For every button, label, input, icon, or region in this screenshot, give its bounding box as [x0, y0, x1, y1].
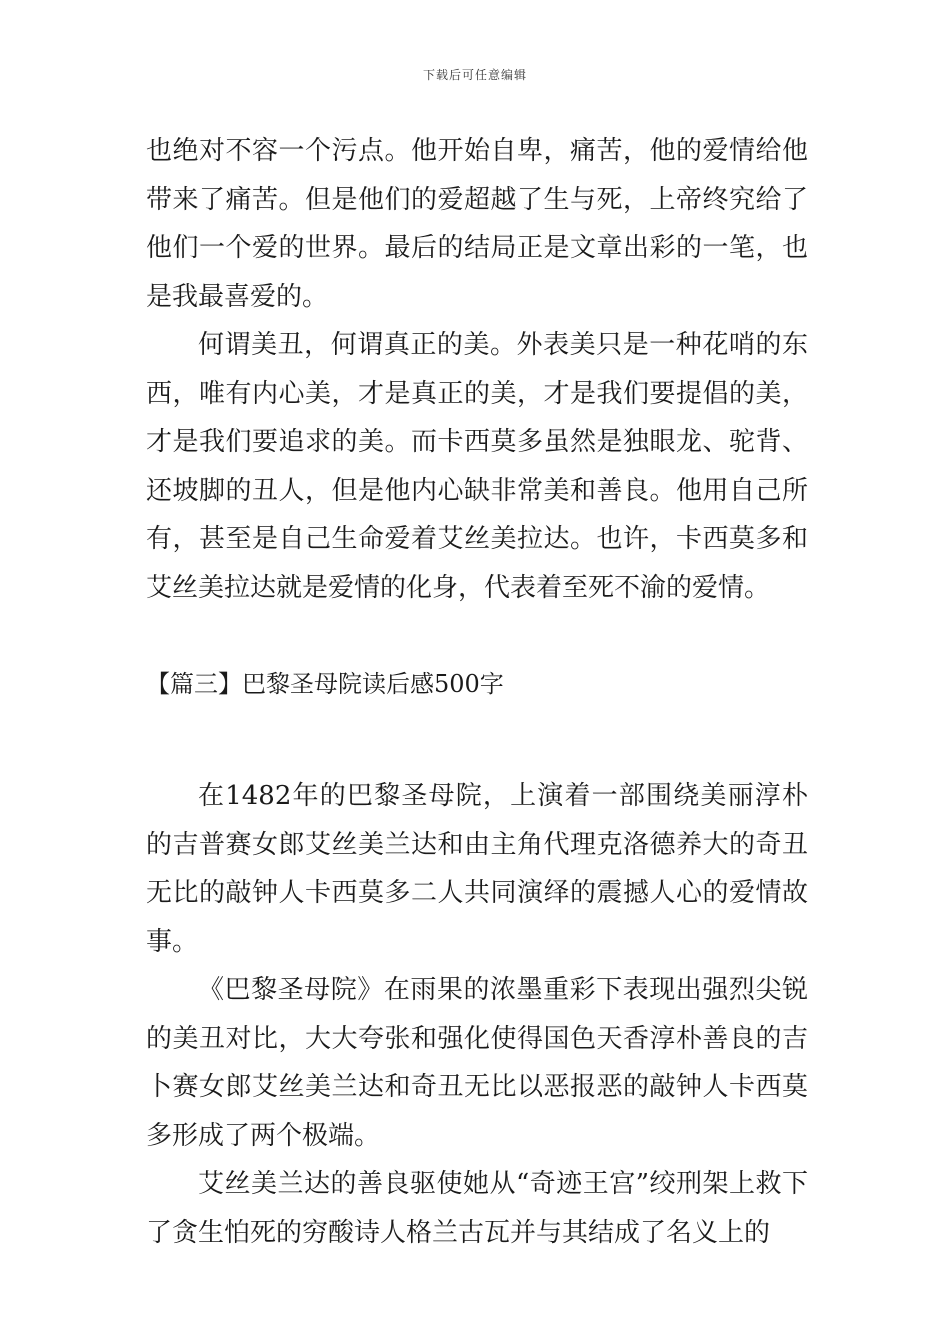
paragraph-4: 《巴黎圣母院》在雨果的浓墨重彩下表现出强烈尖锐的美丑对比，大大夸张和强化使得国色天香淳朴善良的吉卜赛女郎艾丝美兰达和奇丑无比以恶报恶的敲钟人卡西莫多形成了两个极端。: [146, 975, 808, 1151]
paragraph-2: 何谓美丑，何谓真正的美。外表美只是一种花哨的东西，唯有内心美，才是真正的美，才是我们要提倡的美，才是我们要追求的美。而卡西莫多虽然是独眼龙、驼背、还坡脚的丑人，但是他内心缺非常美和善良。他用自己所有，甚至是自己生命爱着艾丝美拉达。也许，卡西莫多和艾丝美拉达就是爱情的化身，代表着至死不渝的爱情。: [146, 330, 808, 603]
paragraph-3: 在1482年的巴黎圣母院，上演着一部围绕美丽淳朴的吉普赛女郎艾丝美兰达和由主角代理克洛德养大的奇丑无比的敲钟人卡西莫多二人共同演绎的震撼人心的爱情故事。: [146, 781, 808, 957]
paragraph-1: 也绝对不容一个污点。他开始自卑，痛苦，他的爱情给他带来了痛苦。但是他们的爱超越了生与死，上帝终究给了他们一个爱的世界。最后的结局正是文章出彩的一笔，也是我最喜爱的。: [146, 136, 808, 312]
page-header-note: 下载后可任意编辑: [422, 68, 527, 82]
paragraph-5: 艾丝美兰达的善良驱使她从“奇迹王宫”绞刑架上救下了贪生怕死的穷酸诗人格兰古瓦并与其结成了名义上的: [146, 1169, 808, 1248]
spacer: [146, 612, 808, 660]
section-heading: 【篇三】巴黎圣母院读后感500字: [146, 670, 504, 698]
spacer: [146, 708, 808, 772]
document-body: [146, 127, 808, 1257]
